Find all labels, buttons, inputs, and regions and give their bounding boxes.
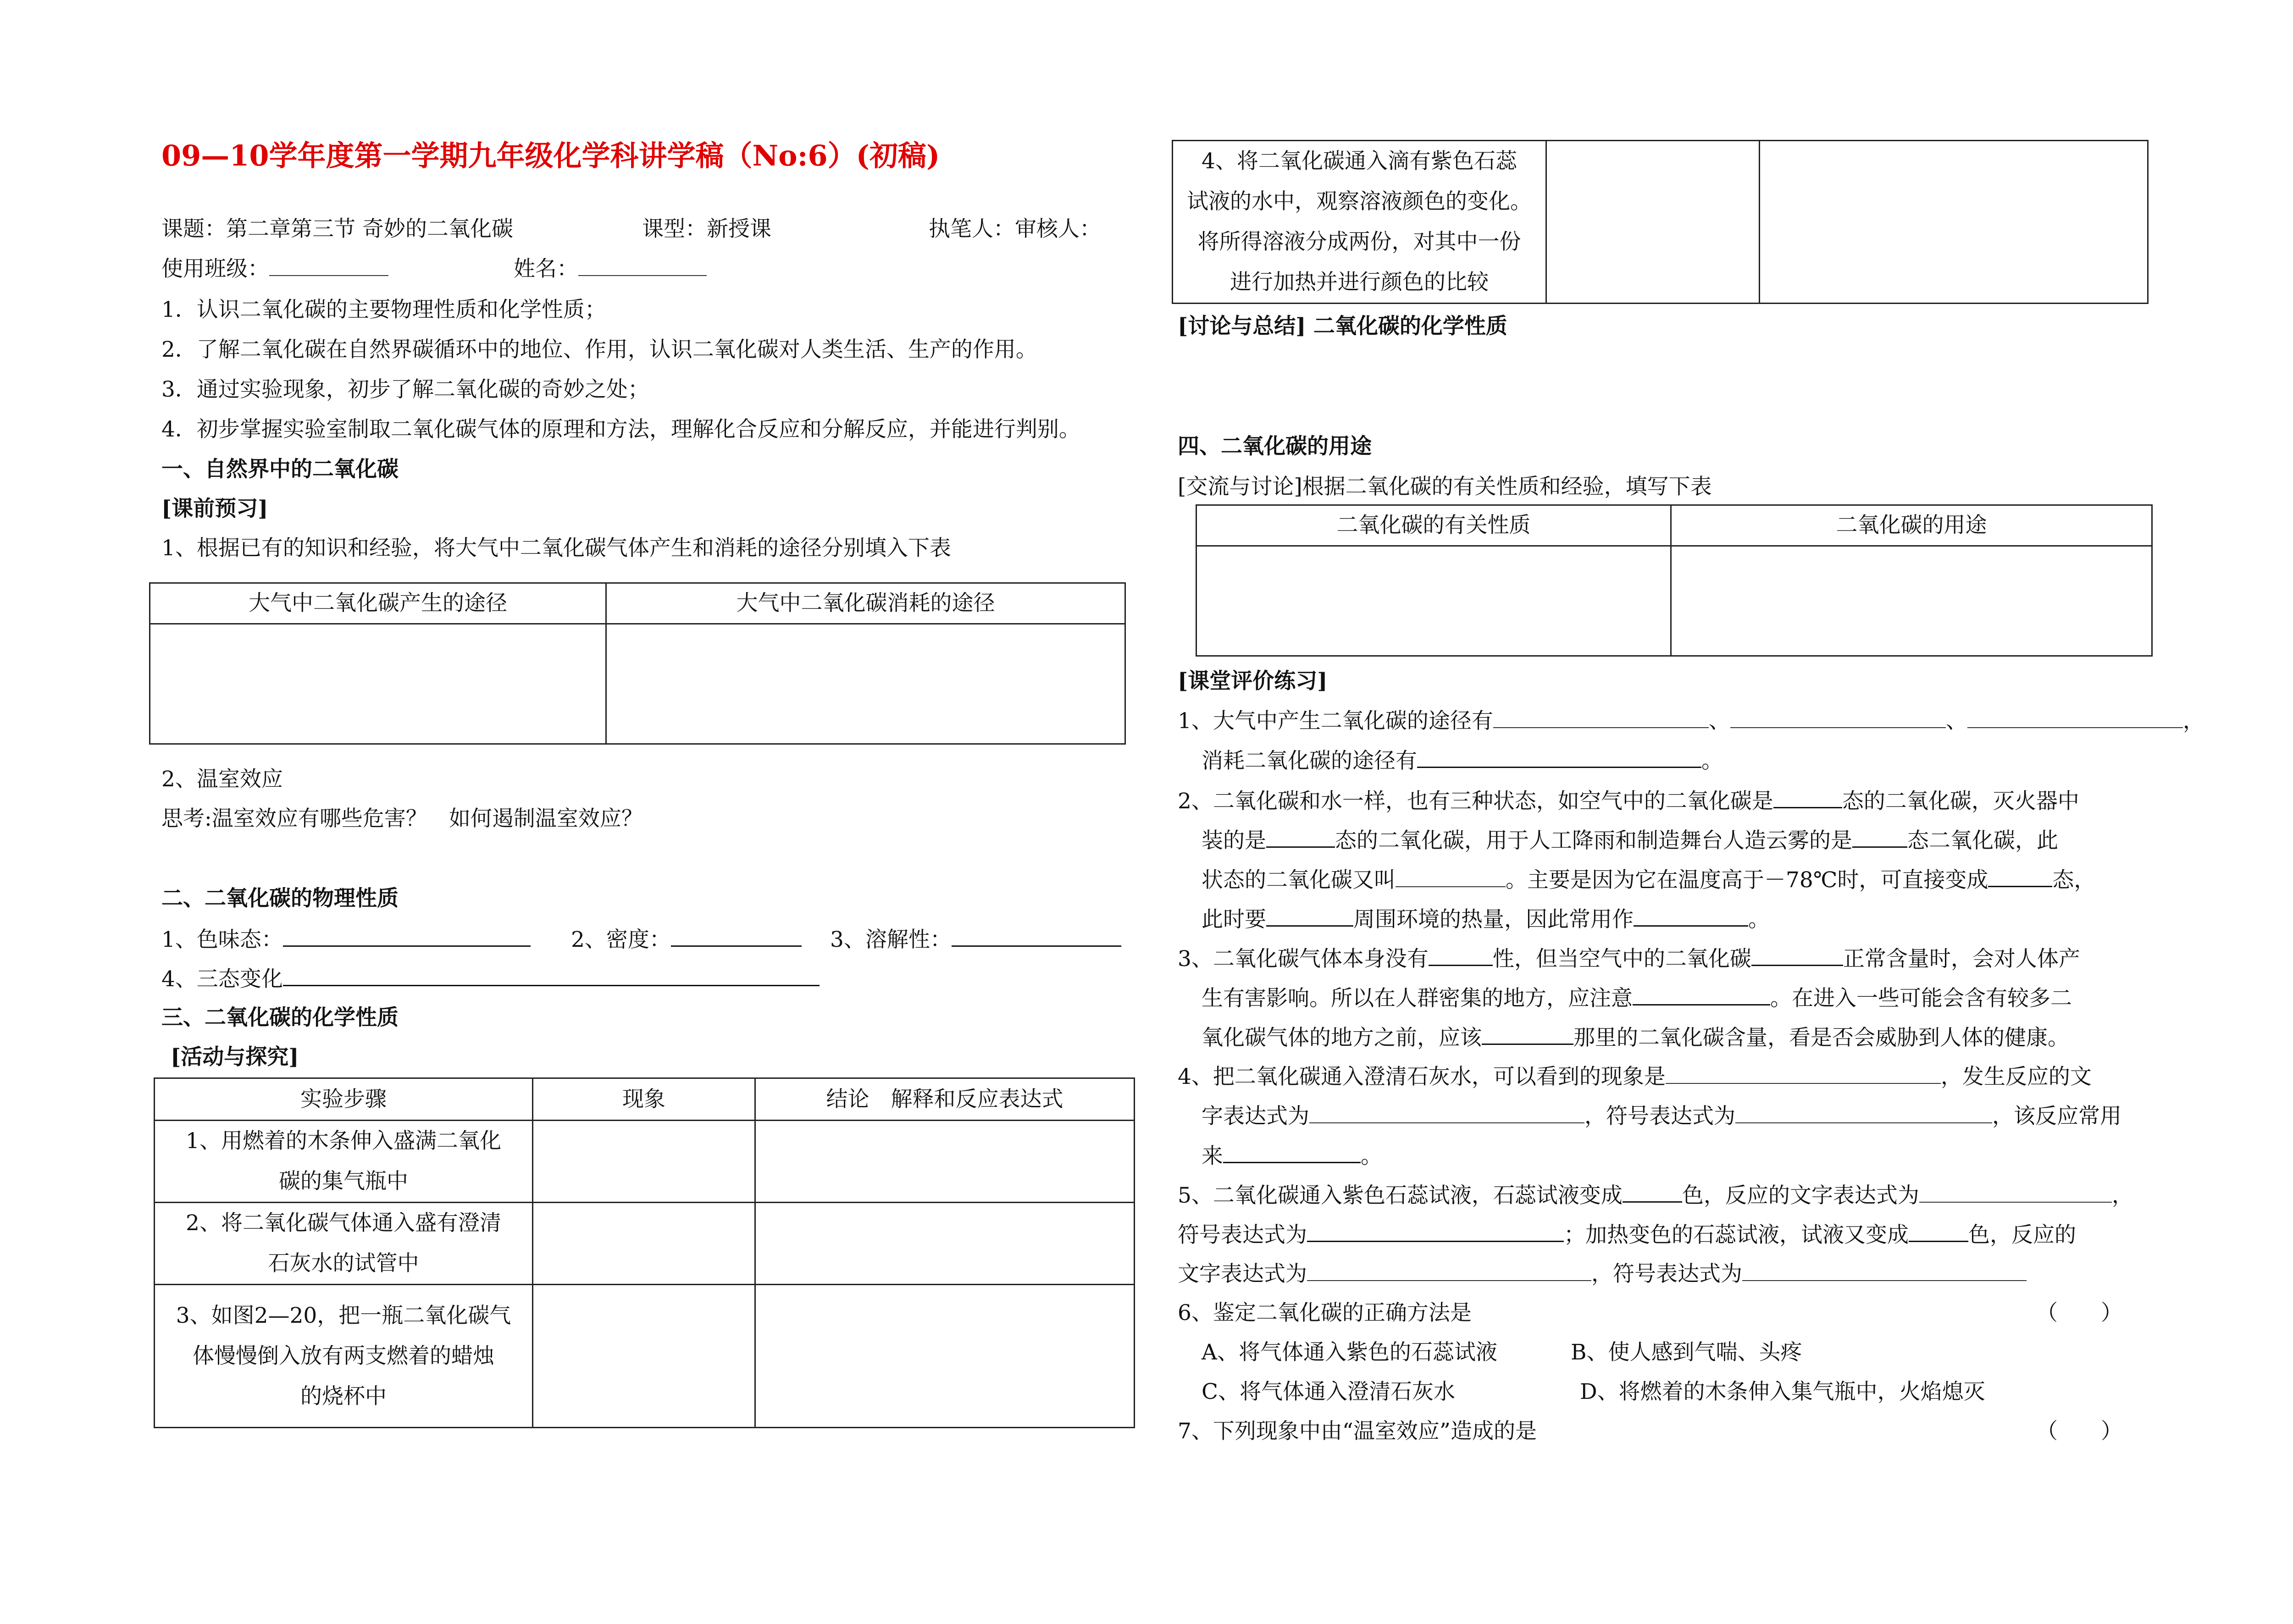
practice-q3-line3: 氧化碳气体的地方之前，应该 那里的二氧化碳含量，看是否会威胁到人体的健康。 — [1202, 1023, 2069, 1052]
section-4-heading: 四、二氧化碳的用途 — [1178, 434, 1372, 459]
answer-blank[interactable] — [1429, 945, 1493, 966]
practice-q5-line3: 文字表达式为 ，符号表达式为 — [1178, 1260, 2027, 1288]
option-d[interactable]: D、将燃着的木条伸入集气瓶中，火焰熄灭 — [1580, 1379, 1985, 1404]
practice-q5-line1: 5、二氧化碳通入紫色石蕊试液，石蕊试液变成 色，反应的文字表达式为 ， — [1178, 1181, 2133, 1210]
answer-blank[interactable] — [1307, 1260, 1591, 1281]
table-cell-input[interactable] — [1196, 546, 1671, 656]
table-cell-input[interactable] — [755, 1285, 1135, 1428]
answer-blank[interactable] — [1309, 1102, 1584, 1123]
answer-blank[interactable] — [1634, 905, 1748, 927]
preview-label: [课前预习] — [161, 496, 268, 521]
table-cell-input[interactable] — [533, 1121, 755, 1203]
answer-blank[interactable] — [1742, 1260, 2027, 1281]
lesson-type-label: 课型：新授课 — [642, 216, 771, 242]
section-1-heading: 一、自然界中的二氧化碳 — [161, 457, 399, 482]
answer-blank[interactable] — [1417, 746, 1701, 768]
table-cell-input[interactable] — [1671, 546, 2152, 656]
answer-blank[interactable] — [1751, 945, 1843, 966]
co2-pathway-table — [149, 582, 1126, 745]
answer-bracket[interactable]: （ ） — [2036, 1419, 2122, 1444]
states-label: 4、三态变化 — [161, 967, 283, 992]
table-cell-input[interactable] — [606, 624, 1125, 744]
practice-q6-stem: 6、鉴定二氧化碳的正确方法是 — [1178, 1300, 1472, 1326]
practice-q7-stem: 7、下列现象中由“温室效应”造成的是 — [1178, 1419, 1537, 1444]
column-header: 大气中二氧化碳消耗的途径 — [606, 583, 1125, 624]
column-header: 二氧化碳的用途 — [1671, 505, 2152, 546]
answer-blank[interactable] — [1666, 1063, 1941, 1084]
topic-label: 课题：第二章第三节 奇妙的二氧化碳 — [161, 216, 513, 242]
table-cell-input[interactable] — [1546, 141, 1760, 304]
answer-blank[interactable] — [1266, 826, 1335, 848]
answer-blank[interactable] — [1919, 1182, 2112, 1203]
table-cell-input[interactable] — [755, 1121, 1135, 1203]
solubility-label: 3、溶解性： — [830, 927, 952, 952]
practice-q2-line3: 状态的二氧化碳又叫 。主要是因为它在温度高于－78℃时，可直接变成 态， — [1202, 866, 2095, 894]
solubility-row — [830, 925, 1121, 954]
answer-blank[interactable] — [1482, 1023, 1573, 1045]
color-smell-row — [161, 925, 531, 954]
experiment-step-3: 3、如图2—20，把一瓶二氧化碳气 体慢慢倒入放有两支燃着的蜡烛 的烧杯中 — [155, 1285, 533, 1428]
column-header: 结论 解释和反应表达式 — [755, 1078, 1135, 1121]
class-field-row — [161, 255, 388, 283]
density-label: 2、密度： — [571, 927, 671, 952]
table-cell-input[interactable] — [533, 1285, 755, 1428]
experiment-step-1: 1、用燃着的木条伸入盛满二氧化 碳的集气瓶中 — [155, 1121, 533, 1203]
greenhouse-question: 思考:温室效应有哪些危害？ 如何遏制温室效应？ — [161, 806, 643, 831]
page-title: 09—10学年度第一学期九年级化学科讲学稿（No:6）(初稿) — [161, 139, 940, 172]
question-1-prompt: 1、根据已有的知识和经验，将大气中二氧化碳气体产生和消耗的途径分别填入下表 — [161, 536, 951, 561]
table-cell-input[interactable] — [533, 1203, 755, 1285]
practice-heading: [课堂评价练习] — [1178, 668, 1328, 694]
answer-blank[interactable] — [1307, 1221, 1564, 1242]
class-label: 使用班级： — [161, 256, 269, 282]
answer-blank[interactable] — [1223, 1142, 1361, 1163]
discussion-summary: [讨论与总结] 二氧化碳的化学性质 — [1178, 314, 1507, 339]
answer-blank[interactable] — [1730, 707, 1946, 728]
solubility-blank[interactable] — [952, 925, 1121, 947]
density-row — [571, 925, 802, 954]
answer-blank[interactable] — [1633, 984, 1770, 1005]
option-b[interactable]: B、使人感到气喘、头疼 — [1571, 1340, 1802, 1365]
author-label: 执笔人：审核人： — [929, 216, 1101, 242]
answer-blank[interactable] — [1967, 707, 2183, 728]
practice-q5-line2: 符号表达式为 ；加热变色的石蕊试液，试液又变成 色，反应的 — [1178, 1221, 2076, 1249]
objective-1: 1．认识二氧化碳的主要物理性质和化学性质； — [161, 297, 606, 322]
table-cell-input[interactable] — [755, 1203, 1135, 1285]
practice-q2-line1: 2、二氧化碳和水一样，也有三种状态，如空气中的二氧化碳是 态的二氧化碳，灭火器中 — [1178, 787, 2079, 815]
column-header: 二氧化碳的有关性质 — [1196, 505, 1671, 546]
name-label: 姓名： — [514, 256, 578, 282]
option-a[interactable]: A、将气体通入紫色的石蕊试液 — [1202, 1340, 1497, 1365]
practice-q3-line1: 3、二氧化碳气体本身没有 性，但当空气中的二氧化碳 正常含量时，会对人体产 — [1178, 945, 2080, 973]
practice-q2-line4: 此时要 周围环境的热量，因此常用作 。 — [1202, 905, 1770, 934]
answer-blank[interactable] — [1735, 1102, 1992, 1123]
table-cell-input[interactable] — [1760, 141, 2148, 304]
column-header: 现象 — [533, 1078, 755, 1121]
section-3-heading: 三、二氧化碳的化学性质 — [161, 1005, 399, 1030]
practice-q1-line2: 消耗二氧化碳的途径有 。 — [1202, 746, 1723, 775]
practice-q3-line2: 生有害影响。所以在人群密集的地方，应注意 。在进入一些可能会含有较多二 — [1202, 984, 2072, 1012]
answer-blank[interactable] — [1266, 905, 1353, 927]
answer-blank[interactable] — [1852, 826, 1907, 848]
color-smell-blank[interactable] — [283, 925, 531, 947]
uses-discussion-prompt: [交流与讨论]根据二氧化碳的有关性质和经验，填写下表 — [1178, 474, 1712, 499]
experiment-table — [154, 1077, 1135, 1428]
option-c[interactable]: C、将气体通入澄清石灰水 — [1202, 1379, 1455, 1404]
answer-blank[interactable] — [1493, 707, 1709, 728]
states-row — [161, 965, 820, 993]
practice-q4-line3: 来 。 — [1202, 1142, 1382, 1170]
states-blank[interactable] — [283, 965, 820, 986]
answer-blank[interactable] — [1988, 866, 2052, 887]
answer-bracket[interactable]: （ ） — [2036, 1300, 2122, 1326]
uses-table — [1196, 504, 2153, 657]
experiment-table-continued — [1172, 140, 2149, 304]
density-blank[interactable] — [671, 925, 802, 947]
practice-q4-line1: 4、把二氧化碳通入澄清石灰水，可以看到的现象是 ，发生反应的文 — [1178, 1063, 2092, 1091]
answer-blank[interactable] — [1623, 1181, 1682, 1203]
objective-4: 4．初步掌握实验室制取二氧化碳气体的原理和方法，理解化合反应和分解反应，并能进行判别。 — [161, 417, 1080, 442]
greenhouse-label: 2、温室效应 — [161, 767, 283, 792]
experiment-step-4: 4、将二氧化碳通入滴有紫色石蕊 试液的水中，观察溶液颜色的变化。 将所得溶液分成两份，对其中一份 进行加热并进行颜色的比较 — [1173, 141, 1546, 304]
column-header: 大气中二氧化碳产生的途径 — [150, 583, 606, 624]
practice-q4-line2: 字表达式为 ，符号表达式为 ，该反应常用 — [1202, 1102, 2121, 1130]
practice-q2-line2: 装的是 态的二氧化碳，用于人工降雨和制造舞台人造云雾的是 态二氧化碳，此 — [1202, 826, 2058, 855]
answer-blank[interactable] — [1909, 1221, 1968, 1242]
activity-label: [活动与探究] — [171, 1044, 299, 1070]
objective-3: 3．通过实验现象，初步了解二氧化碳的奇妙之处； — [161, 377, 649, 402]
name-field-row — [514, 255, 707, 283]
class-blank[interactable] — [269, 255, 388, 276]
name-blank[interactable] — [578, 255, 707, 276]
answer-blank[interactable] — [1396, 866, 1506, 887]
answer-blank[interactable] — [1773, 787, 1842, 808]
section-2-heading: 二、二氧化碳的物理性质 — [161, 886, 399, 911]
color-smell-label: 1、色味态： — [161, 927, 283, 952]
table-cell-input[interactable] — [150, 624, 606, 744]
experiment-step-2: 2、将二氧化碳气体通入盛有澄清 石灰水的试管中 — [155, 1203, 533, 1285]
objective-2: 2．了解二氧化碳在自然界碳循环中的地位、作用，认识二氧化碳对人类生活、生产的作用。 — [161, 337, 1037, 362]
practice-q1-line1: 1、大气中产生二氧化碳的途径有 、 、 ， — [1178, 707, 2204, 735]
column-header: 实验步骤 — [155, 1078, 533, 1121]
